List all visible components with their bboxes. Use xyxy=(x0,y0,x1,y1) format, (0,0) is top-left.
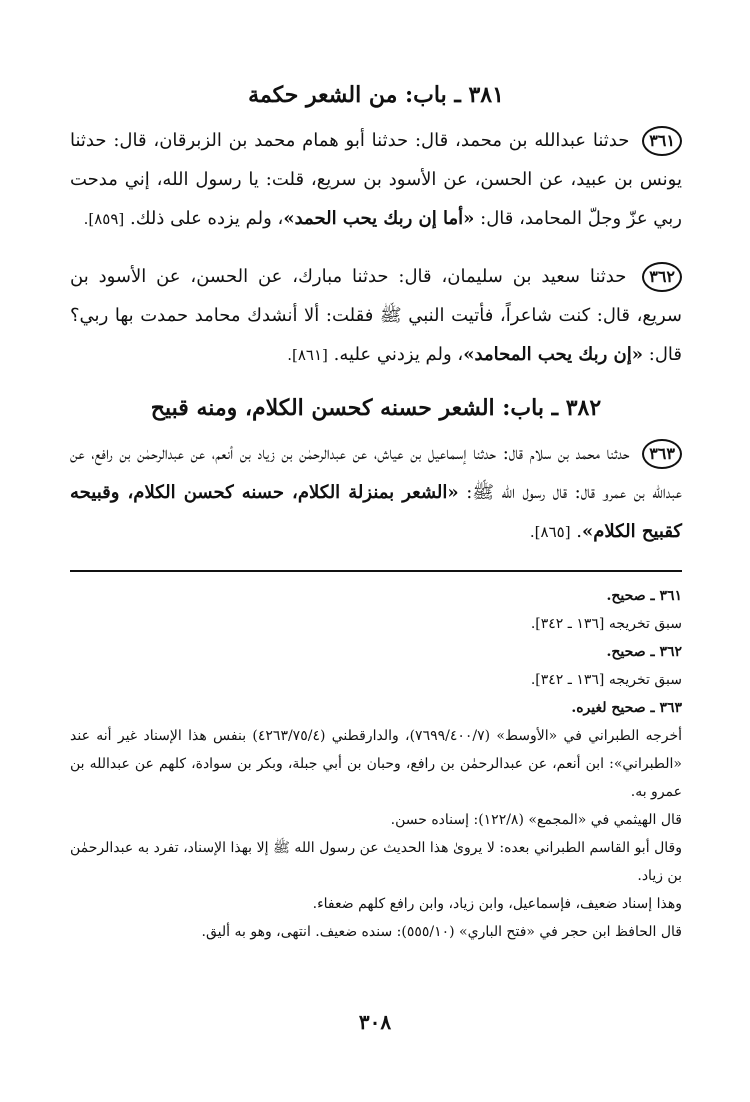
chapter-title: ٣٨١ ـ باب: من الشعر حكمة xyxy=(248,82,504,108)
hadith-paragraph xyxy=(70,257,682,375)
footnote-text: وقال أبو القاسم الطبراني بعده: لا يروىٰ هذا الحديث عن رسول الله ﷺ إلا بهذا الإسناد، تفرد به عبدالرحمٰن بن زياد. xyxy=(70,839,682,884)
hadith-number-badge: ٣٦١ xyxy=(642,126,682,156)
hadith-tail: . xyxy=(576,520,583,542)
footnote-divider xyxy=(70,570,682,572)
footnote-text: قال الحافظ ابن حجر في «فتح الباري» (٥٥٥/١٠): سنده ضعيف. انتهى، وهو به أليق. xyxy=(201,923,682,940)
footnote-heading: ٣٦٣ ـ صحيح لغيره. xyxy=(571,699,682,716)
hadith-number-badge: ٣٦٢ xyxy=(642,262,682,292)
hadith-paragraph xyxy=(70,434,682,552)
hadith-tail: ، ولم يزدني عليه. xyxy=(333,343,464,365)
footnote-text: سبق تخريجه [١٣٦ ـ ٣٤٢]. xyxy=(530,671,682,688)
footnote-heading: ٣٦١ ـ صحيح. xyxy=(606,587,682,604)
page-body xyxy=(70,80,682,946)
hadith-reference: [٨٦٥]. xyxy=(529,522,571,541)
footnote-text: وهذا إسناد ضعيف، فإسماعيل، وابن زياد، وابن رافع كلهم ضعفاء. xyxy=(312,895,682,912)
hadith-text: حدثنا سعيد بن سليمان، قال: حدثنا مبارك، عن الحسن، عن الأسود بن سريع، قال: كنت شاعراً، فأتيت النبي ﷺ فقلت: ألا أنشدك محامد حمدت بها ربي؟ قال: xyxy=(70,265,682,365)
chapter-title: ٣٨٢ ـ باب: الشعر حسنه كحسن الكلام، ومنه قبيح xyxy=(150,394,602,421)
footnote-heading: ٣٦٢ ـ صحيح. xyxy=(606,643,682,660)
hadith-text: حدثنا محمد بن سلام قال: حدثنا إسماعيل بن عياش، عن عبدالرحمٰن بن زياد بن أنعم، عن عبدالرحمٰن بن رافع، عن عبدالله بن عمرو قال: قال رسول الله ﷺ: xyxy=(70,442,682,503)
hadith-quote: «أما إن ربك يحب الحمد» xyxy=(283,207,475,229)
hadith-reference: [٨٦١]. xyxy=(287,345,328,364)
footnote-text: قال الهيثمي في «المجمع» (١٢٢/٨): إسناده حسن. xyxy=(390,811,682,828)
footnote-text: أخرجه الطبراني في «الأوسط» (٧٦٩٩/٤٠٠/٧)، والدارقطني (٤٢٦٣/٧٥/٤) بنفس هذا الإسناد غير أنه عند «الطبراني»: ابن أنعم، عن عبدالرحمٰن بن رافع، وحبان بن أبي جبلة، وبكر بن سوادة، كلهم عن عبدالله بن عمرو به. xyxy=(70,727,683,800)
footnotes xyxy=(70,582,682,946)
footnote-text: سبق تخريجه [١٣٦ ـ ٣٤٢]. xyxy=(530,615,682,632)
hadith-number-badge: ٣٦٣ xyxy=(642,439,682,469)
hadith-paragraph xyxy=(70,121,682,239)
hadith-text: حدثنا عبدالله بن محمد، قال: حدثنا أبو همام محمد بن الزبرقان، قال: حدثنا يونس بن عبيد، عن الحسن، عن الأسود بن سريع، قلت: يا رسول الله، إني مدحت ربي عزّ وجلّ المحامد، قال: xyxy=(70,129,682,229)
page-number: ٣٠٨ xyxy=(358,1010,392,1034)
hadith-quote: «إن ربك يحب المحامد» xyxy=(463,343,644,365)
hadith-quote: «الشعر بمنزلة الكلام، حسنه كحسن الكلام، وقبيحه كقبيح الكلام» xyxy=(70,481,682,542)
hadith-tail: ، ولم يزده على ذلك. xyxy=(130,207,284,229)
hadith-reference: [٨٥٩]. xyxy=(83,209,125,228)
